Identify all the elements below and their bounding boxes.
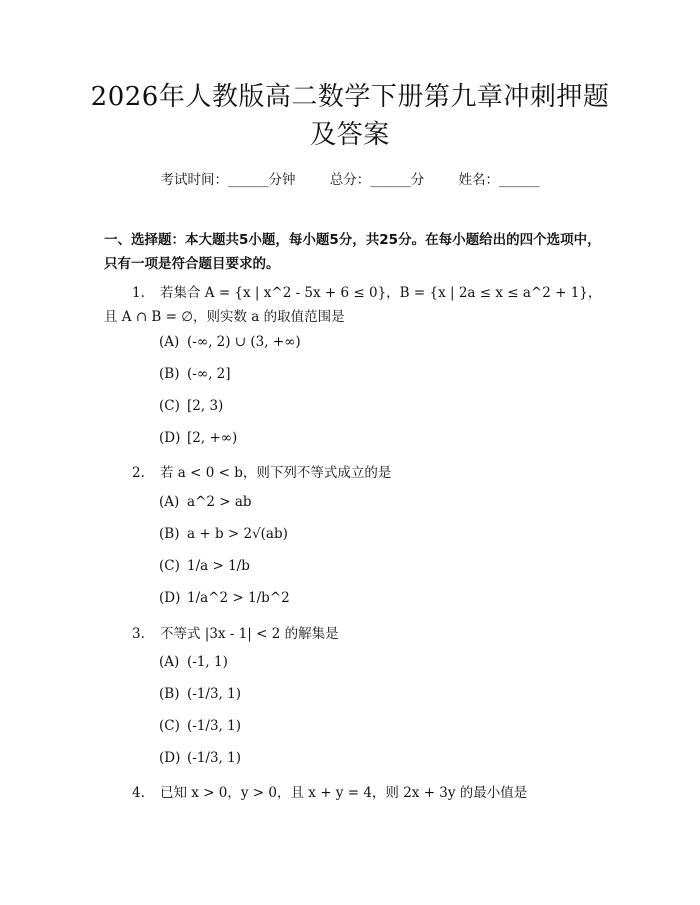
q3-option-c: (C) (-1/3, 1) [159, 718, 241, 734]
title-line-1: 2026年人教版高二数学下册第九章冲刺押题 [90, 82, 610, 112]
q1-option-b: (B) (-∞, 2] [159, 366, 231, 382]
q2-option-a: (A) a^2 > ab [159, 494, 252, 510]
q2-option-b: (B) a + b > 2√(ab) [159, 526, 288, 542]
exam-score: 总分：______分 [329, 172, 425, 188]
question-number: 1. [132, 285, 145, 301]
question-text: 若集合 A = {x | x^2 - 5x + 6 ≤ 0}，B = {x | 2a ≤ x ≤ a^2 + 1}， [160, 285, 602, 301]
question-4 [132, 781, 527, 805]
q3-option-a: (A) (-1, 1) [159, 654, 228, 670]
question-number: 2. [132, 465, 145, 481]
q1-option-d: (D) [2, +∞) [159, 430, 238, 446]
exam-time: 考试时间：______分钟 [160, 172, 296, 188]
student-name: 姓名：______ [458, 172, 540, 188]
section-heading: 一、选择题：本大题共5小题，每小题5分，共25分。在每小题给出的四个选项中，只有一项是符合题目要求的。 [104, 232, 601, 272]
q3-option-d: (D) (-1/3, 1) [159, 750, 241, 766]
title-line-2: 及答案 [310, 120, 390, 150]
question-text: 若 a < 0 < b，则下列不等式成立的是 [160, 465, 392, 481]
question-number: 3. [132, 626, 145, 642]
exam-info [0, 168, 700, 188]
question-1 [104, 281, 604, 329]
q1-option-a: (A) (-∞, 2) ∪ (3, +∞) [159, 334, 301, 350]
question-3 [132, 622, 339, 646]
question-text-cont: 且 A ∩ B = ∅，则实数 a 的取值范围是 [104, 309, 345, 325]
q2-option-d: (D) 1/a^2 > 1/b^2 [159, 590, 290, 606]
question-text: 不等式 |3x - 1| < 2 的解集是 [160, 626, 339, 642]
page-title [80, 78, 620, 154]
question-text: 已知 x > 0，y > 0，且 x + y = 4，则 2x + 3y 的最小值是 [160, 785, 528, 801]
q3-option-b: (B) (-1/3, 1) [159, 686, 241, 702]
question-2 [132, 461, 391, 485]
q2-option-c: (C) 1/a > 1/b [159, 558, 250, 574]
q1-option-c: (C) [2, 3) [159, 398, 224, 414]
question-number: 4. [132, 785, 145, 801]
